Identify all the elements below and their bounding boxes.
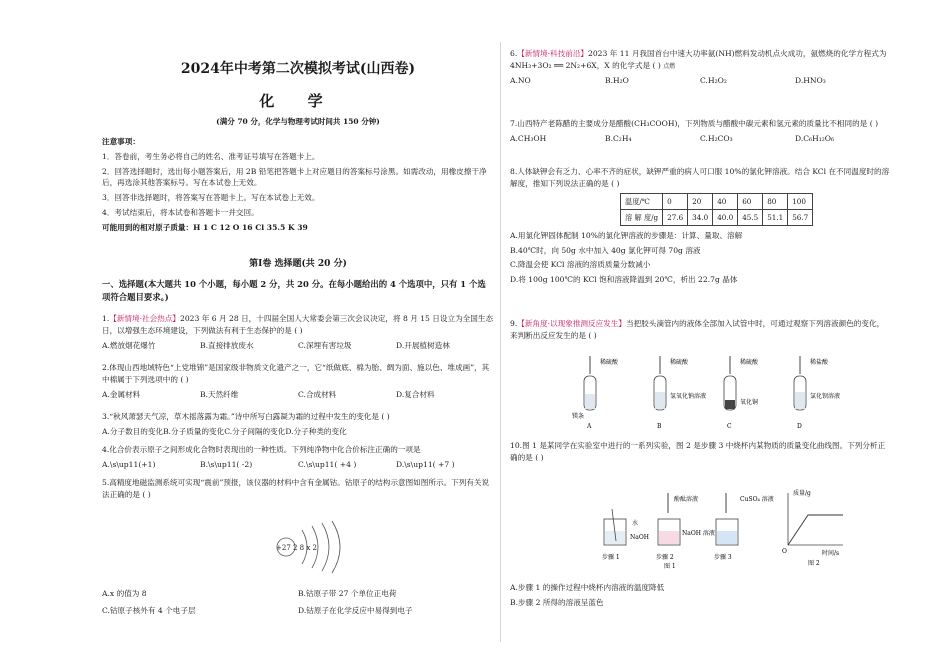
q10-option-b: B.步骤 2 所得的溶液呈蓝色 (510, 597, 604, 607)
q10-text: 10.图 1 是某同学在实验室中进行的一系列实验，图 2 是步骤 3 中烧杯内某物质的质量变化曲线图。下列分析正确的是 ( ) (510, 441, 886, 462)
q8-option-c: C.降温会使 KCl 溶液的溶质质量分数减小 (510, 260, 651, 270)
q6-condition: 点燃 (663, 62, 676, 70)
q1-option-a: A.燃放烟花爆竹 (102, 340, 156, 350)
q1-option-c: C.深埋有害垃圾 (298, 340, 352, 350)
q3-option-c: C.分子间隔的变化 (224, 426, 286, 436)
right-column (510, 0, 890, 672)
tube-c-top-label: 稀硫酸 (740, 359, 759, 366)
q10-options (510, 582, 890, 612)
sol-cell: 45.5 (738, 209, 763, 225)
q8-option-b: B.40℃时，向 50g 水中加入 40g 氯化钾可得 70g 溶液 (510, 245, 701, 255)
tube-c (724, 356, 759, 430)
tube-b (654, 356, 706, 430)
question-3 (102, 411, 494, 438)
temp-cell: 20 (688, 193, 713, 209)
q2-option-d: D.复合材料 (396, 389, 435, 399)
naoh-solution-label: NaOH 溶液 (682, 530, 715, 537)
question-6 (510, 48, 890, 86)
q1-tag: 【新情境·社会热点】 (109, 314, 181, 323)
q5-option-c: C.钴原子核外有 4 个电子层 (102, 605, 196, 615)
q3-option-d: D.分子种类的变化 (285, 426, 347, 436)
graph-xlabel: 时间/s (822, 550, 840, 557)
q6-number: 6. (510, 49, 518, 58)
q7-option-b: B.C₂H₄ (605, 133, 632, 143)
q7-option-a: A.CH₃OH (510, 133, 547, 143)
q9-tag: 【新角度·以现象推测反应发生】 (517, 319, 626, 328)
section-header (102, 258, 494, 307)
table-row-label: 溶 解 度/g (621, 209, 663, 225)
q4-option-d: D.\s\up11( +7 ) (396, 459, 455, 469)
temp-cell: 60 (738, 193, 763, 209)
q4-option-b: B.\s\up11( -2) (200, 459, 253, 469)
q2-option-c: C.合成材料 (298, 389, 337, 399)
q7-option-d: D.C₆H₁₂O₆ (795, 133, 835, 143)
atomic-mass-line: 可能用到的相对原子质量：H 1 C 12 O 16 Cl 35.5 K 39 (102, 222, 308, 232)
question-8 (510, 166, 890, 289)
question-5 (102, 477, 494, 504)
solubility-table (620, 193, 813, 226)
q6-option-a: A.NO (510, 75, 531, 85)
q8-text: 8.人体缺钾会有乏力、心率不齐的症状，缺钾严重的病人可口服 10%的氯化钾溶液。结合 KCl 在不同温度时的溶解度，推知下列说法正确的是 ( ) (510, 167, 890, 188)
q6-option-b: B.H₂O (605, 75, 629, 85)
q1-option-d: D.开展植树造林 (396, 340, 450, 350)
question-4 (102, 444, 494, 471)
q7-text: 7.山西特产老陈醋的主要成分是醋酸(CH₃COOH)，下列物质与醋酸中碳元素和氢元素的质量比不相同的是 ( ) (510, 119, 879, 128)
water-label: 水 (632, 520, 639, 527)
q1-text: 2023 年 6 月 28 日，十四届全国人大常委会第三次会议决定，将 8 月 15 日设立为全国生态日，以增强生态环境建设，下列做法有利于生态保护的是 ( ) (102, 314, 494, 335)
q9-text: 当把胶头滴管内的液体全部加入试管中时，可通过观察下列溶液颜色的变化，来判断出反应发生的是 ( ) (510, 319, 885, 340)
naoh-label: NaOH (630, 534, 649, 541)
tube-a-top-label: 稀硫酸 (600, 359, 619, 366)
q3-option-b: B.分子质量的变化 (163, 426, 225, 436)
tube-c-letter: C (727, 423, 732, 430)
tube-d-bottom-label: 氯化钡溶液 (810, 393, 840, 400)
question-10 (510, 440, 890, 467)
q2-option-a: A.金属材料 (102, 389, 141, 399)
sol-cell: 34.0 (688, 209, 713, 225)
sol-cell: 40.0 (713, 209, 738, 225)
tube-d-letter: D (797, 423, 802, 430)
q9-number: 9. (510, 319, 518, 328)
section-instructions: 一、选择题(本大题共 10 个小题，每小题 2 分，共 20 分。在每小题给出的 4 个选项中，只有 1 个选项符合题目要求。) (102, 278, 486, 302)
q7-option-c: C.H₂CO₃ (700, 133, 733, 143)
exam-title: 2024年中考第二次模拟考试(山西卷) (180, 61, 416, 77)
q6-tag: 【新情境·科技前沿】 (517, 49, 589, 58)
column-divider (500, 42, 501, 642)
note-item: 1．答卷前，考生务必将自己的姓名、准考证号填写在答题卡上。 (102, 151, 320, 161)
table-head: 温度/℃ (621, 193, 663, 209)
q6-option-d: D.HNO₃ (795, 75, 826, 85)
q9-test-tube-diagram (570, 352, 840, 430)
q2-text: 2.体现山西地域特色“上党堆锦”是国家级非物质文化遗产之一，它“纸做底、棉为胎、绸为面、施以色、堆成画”，其中棉属于下列选项中的 ( ) (102, 363, 490, 384)
sol-cell: 51.1 (763, 209, 788, 225)
note-item: 4．考试结束后，将本试卷和答题卡一并交回。 (102, 207, 259, 217)
q6-option-c: C.H₂O₂ (700, 75, 727, 85)
step-1 (602, 509, 649, 561)
graph-origin: O (782, 548, 787, 555)
q6-text: 2023 年 11 月我国首台中速大功率氨(NH)燃料发动机点火成功，氨燃烧的化学方程式为 4NH₃+3O₂ ══ 2N₂+6X，X 的化学式是 ( ) (510, 49, 887, 70)
tube-b-top-label: 稀硫酸 (670, 359, 689, 366)
tube-a-bottom-label: 镁条 (572, 413, 585, 420)
atom-label: +27 2 8 x 2 (276, 544, 317, 552)
question-1 (102, 313, 494, 351)
tube-b-letter: B (657, 423, 662, 430)
q10-option-a: A.步骤 1 的操作过程中烧杯内溶液的温度降低 (510, 583, 665, 592)
exam-info: (满分 70 分，化学与物理考试时间共 150 分钟) (216, 117, 380, 126)
tube-d (794, 356, 840, 430)
q3-text: 3.“秋风萧瑟天气凉，草木摇落露为霜。”诗中所写白露凝为霜的过程中发生的变化是 ( ) (102, 412, 390, 421)
temp-cell: 80 (763, 193, 788, 209)
phenol-label: 酚酞溶液 (674, 496, 699, 503)
tube-c-bottom-label: 氧化铜 (740, 399, 759, 406)
sol-cell: 27.6 (663, 209, 688, 225)
cobalt-atom-diagram (272, 520, 382, 574)
notes-heading: 注意事项： (102, 137, 140, 146)
q5-option-d: D.钴原子在化学反应中易得到电子 (298, 605, 413, 615)
q5-text: 5.高精度地磁监测系统可实现“震前”预报，该仪器的材料中含有金属钴。钴原子的结构示意图如图所示。下列有关说法正确的是 ( ) (102, 478, 490, 499)
q10-experiment-diagram (598, 485, 848, 569)
step-2 (656, 493, 715, 561)
tube-a-letter: A (587, 423, 592, 430)
temp-cell: 40 (713, 193, 738, 209)
q2-option-b: B.天然纤维 (200, 389, 239, 399)
subject-title: 化 学 (259, 92, 337, 110)
q3-option-a: A.分子数目的变化 (102, 426, 164, 436)
mass-time-graph (782, 489, 843, 567)
temp-cell: 0 (663, 193, 688, 209)
note-item: 2．回答选择题时，选出每小题答案后，用 2B 铅笔把答题卡上对应题目的答案标号涂黑。如需改动，用橡皮擦干净后，再选涂其他答案标号。写在本试卷上无效。 (102, 166, 487, 188)
section-title: 第Ⅰ卷 选择题(共 20 分) (249, 259, 347, 269)
tube-b-bottom-label: 氢氧化钠溶液 (670, 393, 707, 400)
step1-label: 步骤 1 (602, 554, 620, 561)
step-3 (714, 493, 774, 561)
question-7 (510, 118, 890, 145)
q4-text: 4.化合价表示原子之间形成化合物时表现出的一种性质。下列纯净物中化合价标注正确的一项是 (102, 445, 421, 454)
figure2-caption: 图 2 (808, 560, 820, 567)
q5-option-a: A.x 的值为 8 (102, 589, 147, 598)
step3-label: 步骤 3 (714, 554, 732, 561)
q8-option-d: D.将 100g 100℃的 KCl 饱和溶液降温到 20℃，析出 22.7g 晶体 (510, 275, 738, 285)
q1-number: 1. (102, 314, 110, 323)
notes-block (102, 136, 494, 236)
q8-option-a: A.用氯化钾固体配制 10%的氯化钾溶液的步骤是：计算、量取、溶解 (510, 230, 743, 240)
question-2 (102, 362, 494, 400)
q1-option-b: B.直接排放废水 (200, 340, 254, 350)
tube-d-top-label: 稀盐酸 (810, 359, 829, 366)
temp-cell: 100 (788, 193, 813, 209)
cuso4-label: CuSO₄ 溶液 (740, 496, 774, 503)
q5-options (102, 588, 494, 617)
figure1-caption: 图 1 (664, 563, 676, 569)
sol-cell: 56.7 (788, 209, 813, 225)
note-item: 3．回答非选择题时，将答案写在答题卡上。写在本试卷上无效。 (102, 193, 320, 203)
tube-a (572, 356, 619, 430)
q4-option-c: C.\s\up11( +4 ) (298, 459, 357, 469)
left-column (102, 0, 494, 672)
graph-ylabel: 质量/g (793, 490, 811, 497)
q5-option-b: B.钴原子带 27 个单位正电荷 (298, 589, 397, 598)
q4-option-a: A.\s\up11(+1) (102, 459, 156, 469)
step2-label: 步骤 2 (656, 554, 674, 561)
question-9 (510, 318, 890, 345)
